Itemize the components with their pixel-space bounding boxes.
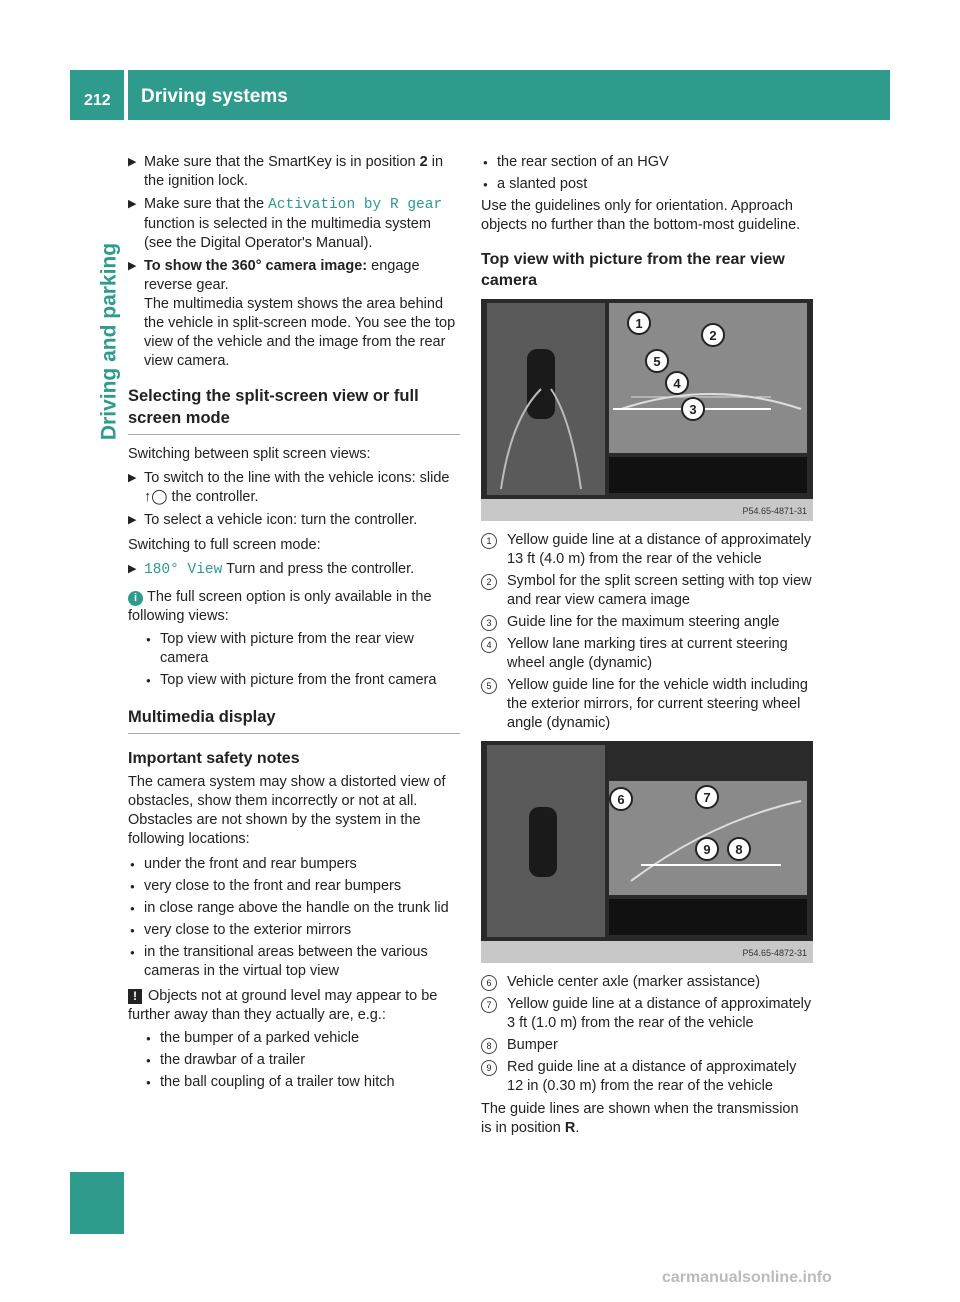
legend-item: 2 Symbol for the split screen setting with top view and rear view camera image	[481, 572, 813, 610]
legend-item: 5 Yellow guide line for the vehicle width including the exterior mirrors, for current steering wheel angle (dynamic)	[481, 676, 813, 733]
info-icon: i	[128, 591, 143, 606]
svg-text:5: 5	[653, 354, 661, 369]
legend-item: 4 Yellow lane marking tires at current steering wheel angle (dynamic)	[481, 635, 813, 673]
svg-text:6: 6	[617, 792, 625, 807]
footer-watermark: carmanualsonline.info	[662, 1269, 832, 1286]
svg-text:1: 1	[635, 316, 643, 331]
obstacle-item: ● the rear section of an HGV	[481, 153, 813, 172]
side-tab	[89, 137, 121, 557]
legend-item: 1 Yellow guide line at a distance of approximately 13 ft (4.0 m) from the rear of the vehicle	[481, 531, 813, 569]
180-view-link[interactable]: 180° View	[144, 562, 223, 578]
safety-text: The camera system may show a distorted view of obstacles, show them incorrectly or not at all. Obstacles are not shown by the system in the following locations:	[128, 774, 446, 847]
camera-image-1	[481, 299, 813, 521]
legend-item: 3 Guide line for the maximum steering angle	[481, 613, 813, 632]
warning-icon: !	[128, 989, 142, 1004]
location-item: ● in the transitional areas between the various cameras in the virtual top view	[128, 943, 460, 981]
step-switch-line: ▶ To switch to the line with the vehicle icons: slide ↑◯ the controller.	[128, 469, 460, 507]
legend-item: 8 Bumper	[481, 1036, 813, 1055]
info-note: i The full screen option is only available in the following views:	[128, 589, 432, 624]
obstacle-item: ● a slanted post	[481, 175, 813, 194]
warning-item: ● the ball coupling of a trailer tow hitch	[144, 1073, 460, 1092]
heading-split-screen: Selecting the split-screen view or full screen mode	[128, 385, 460, 435]
heading-top-view: Top view with picture from the rear view camera	[481, 251, 785, 289]
step-select-icon: ▶ To select a vehicle icon: turn the controller.	[128, 511, 460, 530]
svg-text:8: 8	[735, 842, 743, 857]
side-tab-label: Driving and parking	[97, 242, 121, 441]
location-item: ● very close to the exterior mirrors	[128, 921, 460, 940]
switching-split-text: Switching between split screen views:	[128, 446, 371, 462]
svg-text:4: 4	[673, 376, 681, 391]
step-180-view: ▶ 180° View Turn and press the controller.	[128, 560, 460, 580]
image-code-2: P54.65-4872-31	[742, 948, 807, 958]
warning-item: ● the drawbar of a trailer	[144, 1051, 460, 1070]
info-bullet: ● Top view with picture from the front camera	[144, 671, 460, 690]
svg-text:9: 9	[703, 842, 711, 857]
activation-by-r-gear-link[interactable]: Activation by R gear	[268, 197, 443, 213]
warning-item: ● the bumper of a parked vehicle	[144, 1029, 460, 1048]
camera-image-2	[481, 741, 813, 963]
right-column	[481, 153, 813, 1138]
heading-multimedia: Multimedia display	[128, 706, 460, 734]
step-activation: ▶ Make sure that the Activation by R gear function is selected in the multimedia system (see the Digital Operator's Manual).	[128, 195, 460, 253]
guideline-text: Use the guidelines only for orientation. Approach objects no further than the bottom-most guideline.	[481, 198, 801, 233]
page-number: 212	[84, 92, 111, 109]
switching-full-text: Switching to full screen mode:	[128, 537, 321, 553]
page-title: Driving systems	[141, 86, 288, 107]
step-show-360: ▶ To show the 360° camera image: engage reverse gear. The multimedia system shows the area behind the vehicle in split-screen mode. You see the top view of the vehicle and the image from the rear view camera.	[128, 257, 460, 371]
legend-item: 9 Red guide line at a distance of approximately 12 in (0.30 m) from the rear of the vehicle	[481, 1058, 813, 1096]
svg-text:3: 3	[689, 402, 697, 417]
left-column	[128, 153, 460, 1095]
image-code-1: P54.65-4871-31	[742, 506, 807, 516]
header-bar	[128, 70, 890, 120]
svg-text:7: 7	[703, 790, 711, 805]
legend-item: 7 Yellow guide line at a distance of approximately 3 ft (1.0 m) from the rear of the vehicle	[481, 995, 813, 1033]
step-smartkey: ▶ Make sure that the SmartKey is in position 2 in the ignition lock.	[128, 153, 460, 191]
closing-text: The guide lines are shown when the transmission is in position R.	[481, 1101, 799, 1136]
location-item: ● very close to the front and rear bumpers	[128, 877, 460, 896]
page-number-block	[70, 70, 124, 120]
svg-text:2: 2	[709, 328, 717, 343]
warning-note: ! Objects not at ground level may appear to be further away than they actually are, e.g.:	[128, 988, 438, 1023]
legend-item: 6 Vehicle center axle (marker assistance)	[481, 973, 813, 992]
location-item: ● under the front and rear bumpers	[128, 855, 460, 874]
heading-safety: Important safety notes	[128, 750, 300, 767]
info-bullet: ● Top view with picture from the rear view camera	[144, 630, 460, 668]
side-block	[70, 1172, 124, 1234]
location-item: ● in close range above the handle on the trunk lid	[128, 899, 460, 918]
camera-illustration-2	[481, 741, 813, 963]
camera-illustration-1	[481, 299, 813, 521]
